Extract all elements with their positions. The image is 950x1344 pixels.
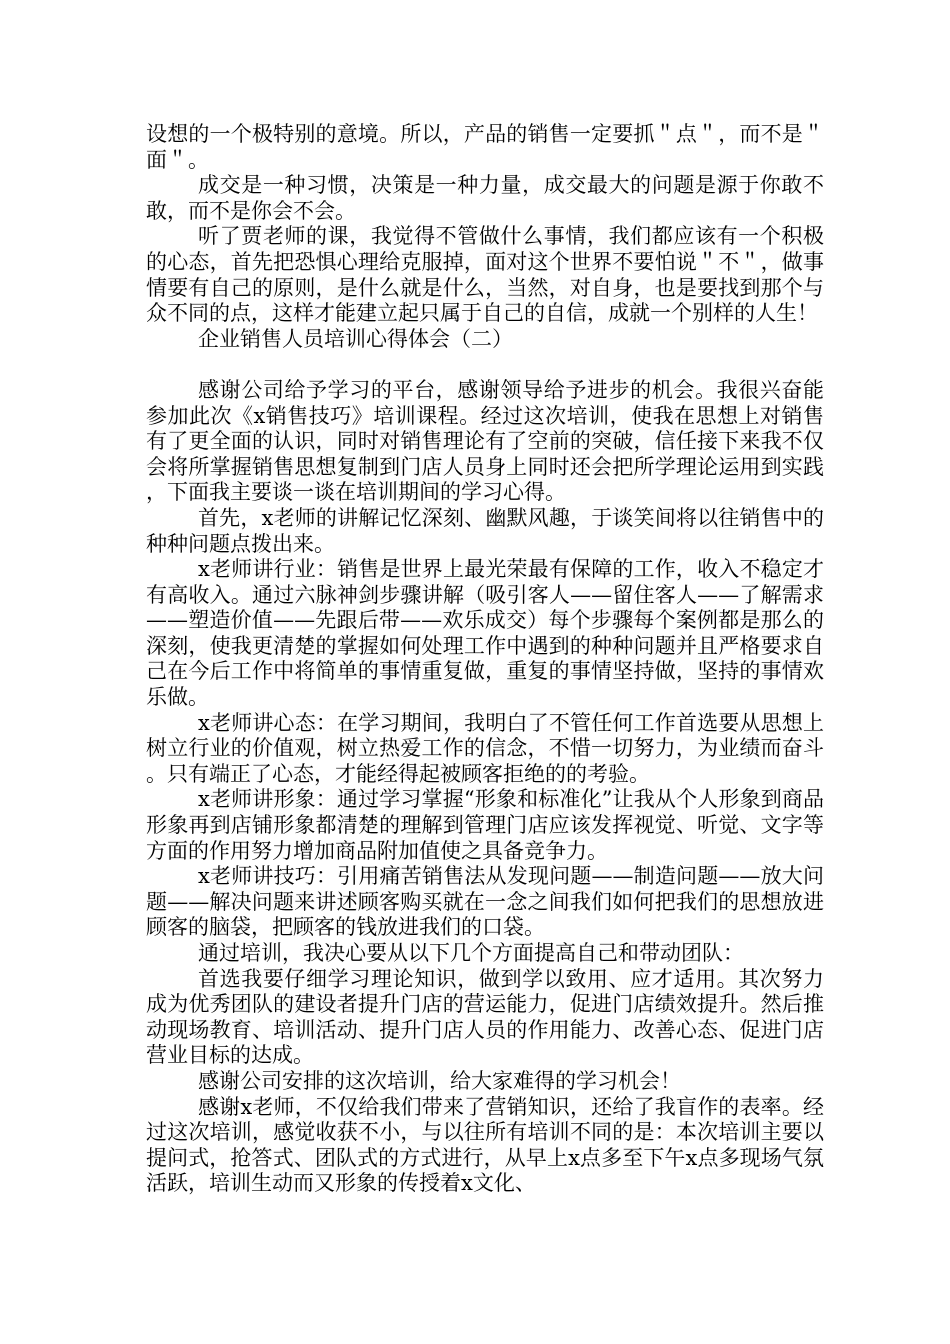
blank-line bbox=[146, 352, 824, 378]
paragraph-4: 感谢公司给予学习的平台，感谢领导给予进步的机会。我很兴奋能参加此次《x销售技巧》培训课程。经过这次培训，使我在思想上对销售有了更全面的认识，同时对销售理论有了空前的突破，信任接下来我不仅会将所掌握销售思想复制到门店人员身上同时还会把所学理论运用到实践，下面我主要谈一谈在培训期间的学习心得。 bbox=[146, 377, 824, 505]
paragraph-6: x老师讲行业：销售是世界上最光荣最有保障的工作，收入不稳定才有高收入。通过六脉神剑步骤讲解（吸引客人——留住客人——了解需求——塑造价值——先跟后带——欢乐成交）每个步骤每个案例都是那么的深刻，使我更清楚的掌握如何处理工作中遇到的种种问题并且严格要求自己在今后工作中将简单的事情重复做，重复的事情坚持做，坚持的事情欢乐做。 bbox=[146, 557, 824, 710]
paragraph-8: x老师讲形象：通过学习掌握“形象和标准化”让我从个人形象到商品形象再到店铺形象都清楚的理解到管理门店应该发挥视觉、听觉、文字等方面的作用努力增加商品附加值使之具备竞争力。 bbox=[146, 787, 824, 863]
paragraph-10: 通过培训，我决心要从以下几个方面提高自己和带动团队： bbox=[198, 941, 744, 965]
paragraph-9: x老师讲技巧：引用痛苦销售法从发现问题——制造问题——放大问题——解决问题来讲述顾客购买就在一念之间我们如何把我们的思想放进顾客的脑袋，把顾客的钱放进我们的口袋。 bbox=[146, 864, 824, 940]
paragraph-1: 设想的一个极特别的意境。所以，产品的销售一定要抓＂点＂，而不是＂面＂。 bbox=[146, 122, 824, 172]
section-heading: 企业销售人员培训心得体会（二） bbox=[198, 326, 513, 351]
paragraph-2: 成交是一种习惯，决策是一种力量，成交最大的问题是源于你敢不敢，而不是你会不会。 bbox=[146, 173, 824, 223]
paragraph-11: 首选我要仔细学习理论知识，做到学以致用、应才适用。其次努力成为优秀团队的建设者提升门店的营运能力，促进门店绩效提升。然后推动现场教育、培训活动、提升门店人员的作用能力、改善心态、促进门店营业目标的达成。 bbox=[146, 966, 824, 1068]
paragraph-13: 感谢x老师，不仅给我们带来了营销知识，还给了我盲作的表率。经过这次培训，感觉收获不小，与以往所有培训不同的是：本次培训主要以提问式，抢答式、团队式的方式进行，从早上x点多至下午x点多现场气氛活跃，培训生动而又形象的传授着x文化、 bbox=[146, 1094, 824, 1196]
paragraph-12: 感谢公司安排的这次培训，给大家难得的学习机会！ bbox=[198, 1068, 681, 1093]
paragraph-3: 听了贾老师的课，我觉得不管做什么事情，我们都应该有一个积极的心态，首先把恐惧心理给克服掉，面对这个世界不要怕说＂不＂，做事情要有自己的原则，是什么就是什么，当然，对自身，也是要找到那个与众不同的点，这样才能建立起只属于自己的自信，成就一个别样的人生！ bbox=[146, 224, 824, 326]
paragraph-7: x老师讲心态：在学习期间，我明白了不管任何工作首选要从思想上树立行业的价值观，树立热爱工作的信念，不惜一切努力，为业绩而奋斗。只有端正了心态，才能经得起被顾客拒绝的的考验。 bbox=[146, 710, 824, 786]
paragraph-5: 首先，x老师的讲解记忆深刻、幽默风趣，于谈笑间将以往销售中的种种问题点拨出来。 bbox=[146, 505, 824, 556]
document-page bbox=[146, 122, 824, 1197]
